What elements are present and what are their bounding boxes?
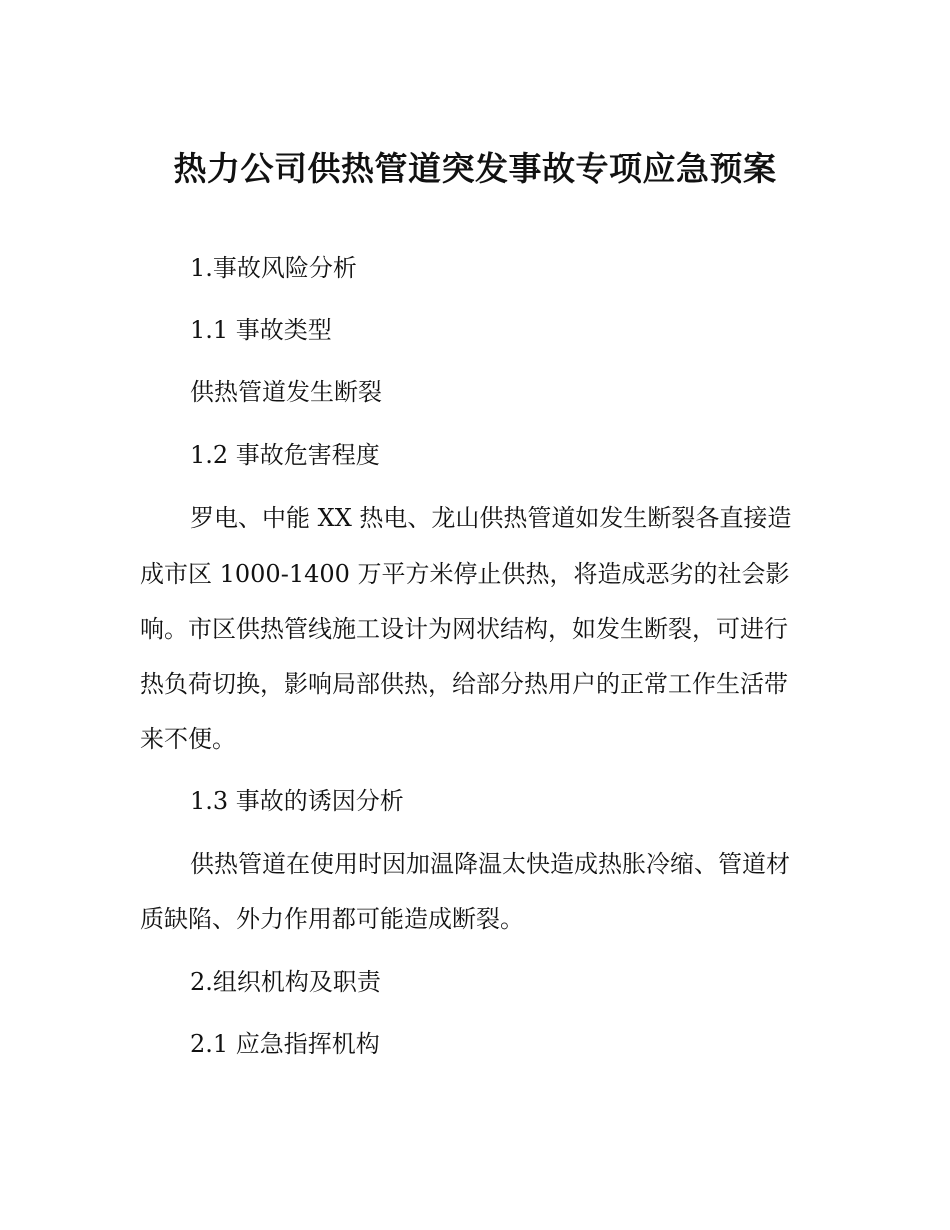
paragraph-harm-line-1: 罗电、中能 XX 热电、龙山供热管道如发生断裂各直接造: [190, 504, 792, 532]
heading-section-2: 2.组织机构及职责: [190, 968, 381, 996]
paragraph-accident-type: 供热管道发生断裂: [190, 378, 382, 406]
paragraph-harm-line-4: 热负荷切换，影响局部供热，给部分热用户的正常工作生活带: [140, 670, 788, 698]
heading-section-2-1: 2.1 应急指挥机构: [190, 1030, 380, 1058]
heading-section-1-1: 1.1 事故类型: [190, 316, 332, 344]
paragraph-harm-line-3: 响。市区供热管线施工设计为网状结构，如发生断裂，可进行: [140, 615, 788, 643]
heading-section-1-3: 1.3 事故的诱因分析: [190, 787, 404, 815]
paragraph-cause-line-2: 质缺陷、外力作用都可能造成断裂。: [140, 905, 524, 933]
heading-section-1-2: 1.2 事故危害程度: [190, 441, 380, 469]
paragraph-cause-line-1: 供热管道在使用时因加温降温太快造成热胀冷缩、管道材: [190, 850, 790, 878]
document-title: 热力公司供热管道突发事故专项应急预案: [173, 149, 777, 188]
paragraph-harm-line-5: 来不便。: [140, 725, 236, 753]
paragraph-harm-line-2: 成市区 1000-1400 万平方米停止供热，将造成恶劣的社会影: [140, 560, 790, 588]
heading-section-1: 1.事故风险分析: [190, 254, 357, 282]
